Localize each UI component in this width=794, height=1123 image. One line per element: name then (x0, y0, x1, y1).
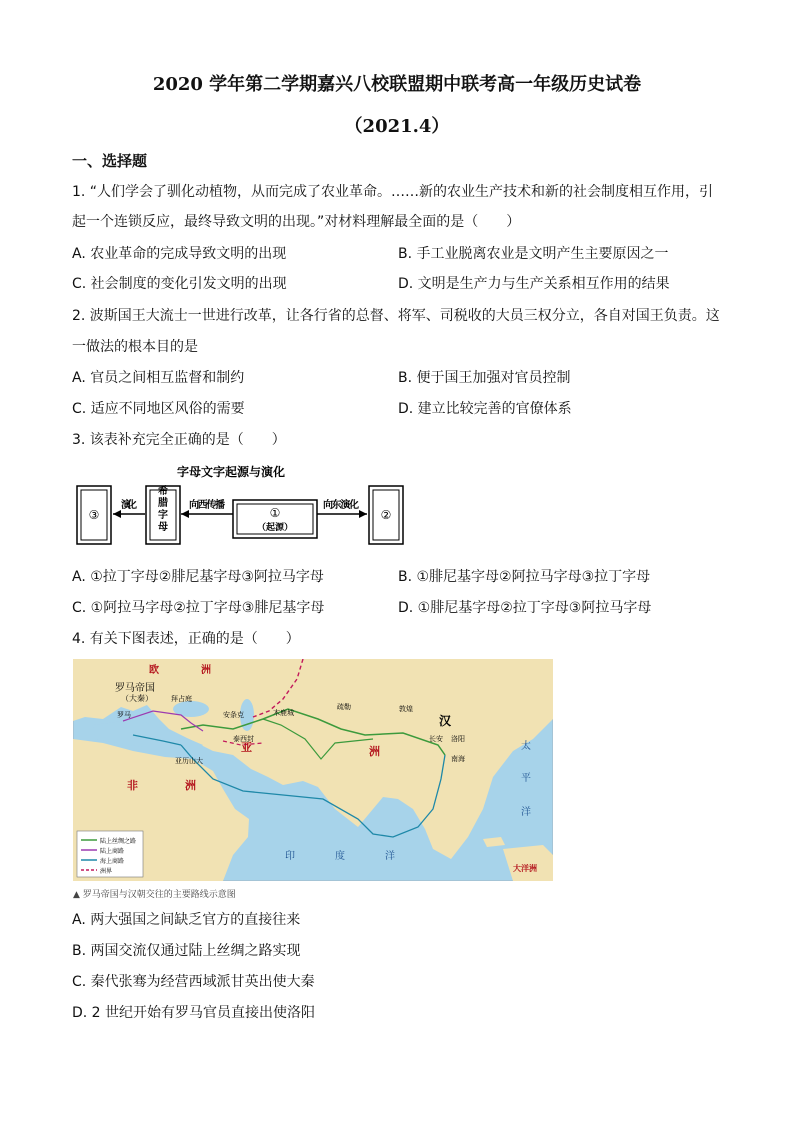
q1-option-c: C. 社会制度的变化引发文明的出现 (72, 276, 287, 292)
svg-text:陆上商路: 陆上商路 (100, 848, 125, 855)
q2-stem-line1: 2. 波斯国王大流士一世进行改革，让各行省的总督、将军、司税收的大员三权分立，各自对国王负责。这 (72, 308, 720, 324)
page-title: 2020 学年第二学期嘉兴八校联盟期中联考高一年级历史试卷 (152, 74, 642, 95)
page-subtitle: （2021.4） (344, 116, 450, 137)
q3-option-d: D. ①腓尼基字母②拉丁字母③阿拉马字母 (398, 600, 652, 616)
svg-text:洲: 洲 (201, 665, 211, 676)
q2-option-b: B. 便于国王加强对官员控制 (398, 370, 571, 386)
map-caption: ▲ 罗马帝国与汉朝交往的主要路线示意图 (73, 890, 236, 900)
q2-option-c: C. 适应不同地区风俗的需要 (72, 401, 245, 417)
svg-text:度: 度 (335, 851, 345, 862)
svg-text:欧: 欧 (149, 665, 159, 676)
svg-text:罗马帝国: 罗马帝国 (115, 683, 155, 694)
svg-text:拜占庭: 拜占庭 (171, 695, 192, 703)
svg-text:南海: 南海 (451, 755, 465, 763)
q4-option-d: D. 2 世纪开始有罗马官员直接出使洛阳 (72, 1005, 316, 1021)
q1-option-d: D. 文明是生产力与生产关系相互作用的结果 (398, 276, 670, 292)
q4-option-a: A. 两大强国之间缺乏官方的直接往来 (72, 912, 301, 928)
svg-text:亚: 亚 (241, 741, 252, 754)
svg-text:木鹿城: 木鹿城 (273, 709, 294, 717)
q2-stem-line2: 一做法的根本目的是 (72, 339, 198, 355)
svg-text:非: 非 (127, 779, 138, 792)
svg-text:洛阳: 洛阳 (451, 735, 465, 743)
diagram-evolve-left: 演化 (121, 500, 137, 511)
svg-text:安条克: 安条克 (223, 711, 244, 719)
q3-stem: 3. 该表补充完全正确的是（ ） (72, 432, 286, 448)
q2-option-d: D. 建立比较完善的官僚体系 (398, 401, 572, 417)
q1-option-a: A. 农业革命的完成导致文明的出现 (72, 246, 287, 262)
svg-text:大洋洲: 大洋洲 (513, 864, 537, 873)
svg-text:长安: 长安 (429, 735, 443, 743)
svg-text:海上商路: 海上商路 (100, 858, 125, 865)
diagram-box-2: ② (380, 508, 392, 522)
diagram-box-1: ① (269, 506, 281, 520)
svg-text:洋: 洋 (521, 807, 531, 818)
q4-option-b: B. 两国交流仅通过陆上丝绸之路实现 (72, 943, 301, 959)
diagram-east: 向东演化 (323, 500, 359, 511)
svg-text:罗马: 罗马 (117, 711, 131, 719)
diagram-origin: （起源） (256, 523, 294, 533)
q1-option-b: B. 手工业脱离农业是文明产生主要原因之一 (398, 246, 669, 262)
rome-han-route-map (73, 659, 553, 881)
q4-option-c: C. 秦代张骞为经营西域派甘英出使大秦 (72, 974, 315, 990)
section-heading: 一、选择题 (72, 152, 148, 170)
q3-option-b: B. ①腓尼基字母②阿拉马字母③拉丁字母 (398, 569, 651, 585)
svg-text:陆上丝绸之路: 陆上丝绸之路 (100, 838, 137, 845)
diagram-box-3: ③ (88, 508, 100, 522)
q1-stem-line1: 1. “人们学会了驯化动植物，从而完成了农业革命。……新的农业生产技术和新的社会制度相互作用，引 (72, 184, 714, 200)
q2-option-a: A. 官员之间相互监督和制约 (72, 370, 245, 386)
q3-option-a: A. ①拉丁字母②腓尼基字母③阿拉马字母 (72, 569, 324, 585)
q3-option-c: C. ①阿拉马字母②拉丁字母③腓尼基字母 (72, 600, 325, 616)
diagram-west: 向西传播 (189, 500, 225, 511)
q4-stem: 4. 有关下图表述，正确的是（ ） (72, 631, 300, 647)
svg-text:泰西封: 泰西封 (233, 735, 254, 743)
svg-text:洲界: 洲界 (100, 868, 113, 875)
svg-text:洲: 洲 (369, 745, 380, 758)
svg-text:汉: 汉 (439, 714, 452, 728)
svg-text:平: 平 (521, 773, 531, 784)
svg-text:洲: 洲 (185, 779, 196, 792)
svg-text:印: 印 (285, 851, 295, 862)
alphabet-evolution-diagram (73, 464, 409, 554)
diagram-title: 字母文字起源与演化 (176, 465, 286, 479)
svg-text:疏勒: 疏勒 (337, 703, 351, 711)
diagram-greek-box: 希腊字母 (158, 486, 168, 533)
svg-text:亚历山大: 亚历山大 (175, 757, 203, 765)
svg-text:洋: 洋 (385, 851, 395, 862)
map-legend (77, 831, 143, 877)
svg-text:敦煌: 敦煌 (399, 705, 413, 713)
svg-text:（大秦）: （大秦） (121, 694, 153, 703)
svg-text:太: 太 (521, 741, 531, 752)
q1-stem-line2: 起一个连锁反应，最终导致文明的出现。”对材料理解最全面的是（ ） (72, 214, 521, 230)
